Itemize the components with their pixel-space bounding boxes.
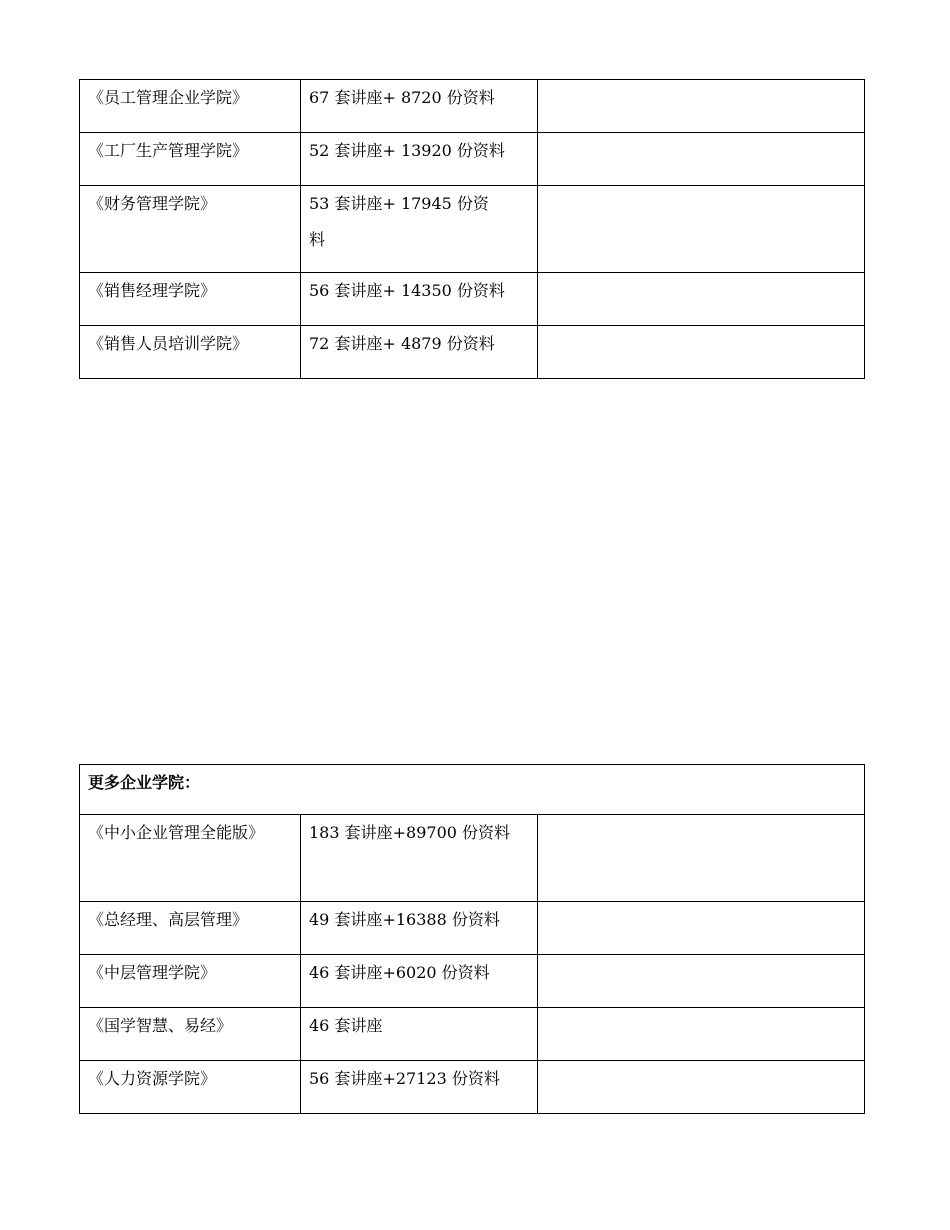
academy-detail: 53 套讲座+ 17945 份资料 bbox=[301, 186, 538, 273]
academy-extra bbox=[538, 955, 865, 1008]
academy-extra bbox=[538, 902, 865, 955]
academy-extra bbox=[538, 326, 865, 379]
table-row bbox=[80, 186, 865, 273]
academy-extra bbox=[538, 815, 865, 902]
academy-extra bbox=[538, 186, 865, 273]
table-row bbox=[80, 815, 865, 902]
academy-name: 《人力资源学院》 bbox=[80, 1061, 301, 1114]
academy-name: 《工厂生产管理学院》 bbox=[80, 133, 301, 186]
academy-name: 《销售人员培训学院》 bbox=[80, 326, 301, 379]
table-row bbox=[80, 1008, 865, 1061]
academy-table-top bbox=[79, 79, 865, 379]
academy-extra bbox=[538, 1061, 865, 1114]
academy-detail: 52 套讲座+ 13920 份资料 bbox=[301, 133, 538, 186]
academy-name: 《总经理、高层管理》 bbox=[80, 902, 301, 955]
academy-detail: 56 套讲座+ 14350 份资料 bbox=[301, 273, 538, 326]
table-row bbox=[80, 902, 865, 955]
table-row bbox=[80, 1061, 865, 1114]
table-row bbox=[80, 326, 865, 379]
academy-detail: 49 套讲座+16388 份资料 bbox=[301, 902, 538, 955]
academy-name: 《中层管理学院》 bbox=[80, 955, 301, 1008]
table-heading-row bbox=[80, 765, 865, 815]
table-row bbox=[80, 273, 865, 326]
academy-table-more bbox=[79, 764, 865, 1114]
academy-detail: 67 套讲座+ 8720 份资料 bbox=[301, 80, 538, 133]
academy-extra bbox=[538, 273, 865, 326]
academy-extra bbox=[538, 1008, 865, 1061]
academy-name: 《员工管理企业学院》 bbox=[80, 80, 301, 133]
academy-detail: 56 套讲座+27123 份资料 bbox=[301, 1061, 538, 1114]
academy-detail: 46 套讲座 bbox=[301, 1008, 538, 1061]
table-row bbox=[80, 133, 865, 186]
academy-detail: 72 套讲座+ 4879 份资料 bbox=[301, 326, 538, 379]
academy-detail: 183 套讲座+89700 份资料 bbox=[301, 815, 538, 902]
table-heading: 更多企业学院： bbox=[80, 765, 865, 815]
academy-name: 《中小企业管理全能版》 bbox=[80, 815, 301, 902]
academy-name: 《财务管理学院》 bbox=[80, 186, 301, 273]
academy-name: 《销售经理学院》 bbox=[80, 273, 301, 326]
academy-name: 《国学智慧、易经》 bbox=[80, 1008, 301, 1061]
table-row bbox=[80, 955, 865, 1008]
academy-detail: 46 套讲座+6020 份资料 bbox=[301, 955, 538, 1008]
academy-extra bbox=[538, 80, 865, 133]
academy-extra bbox=[538, 133, 865, 186]
table-row bbox=[80, 80, 865, 133]
